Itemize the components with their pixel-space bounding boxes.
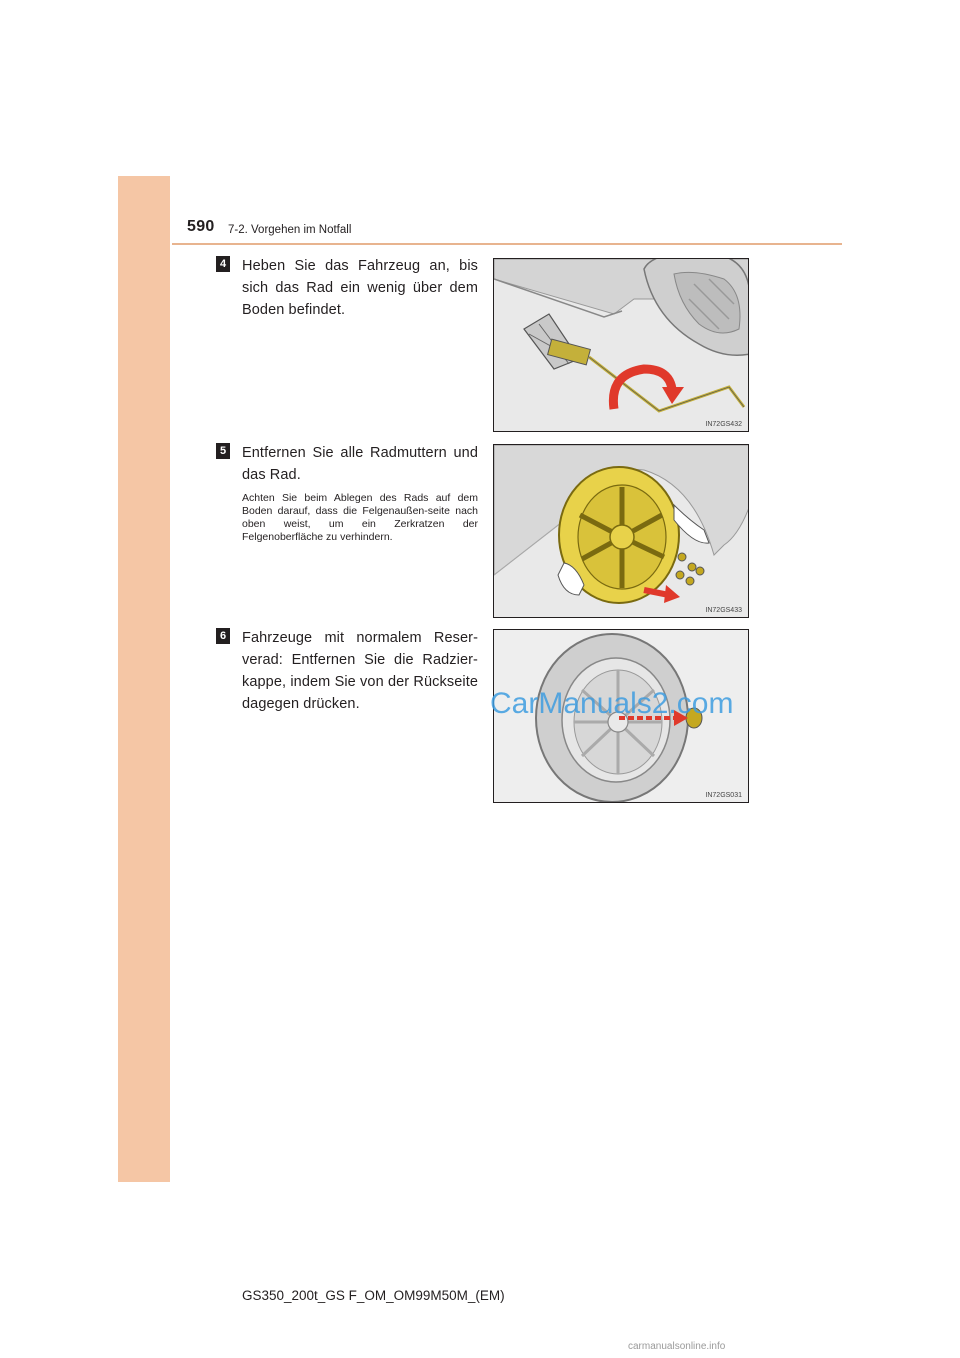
step-5-text: Entfernen Sie alle Radmuttern und das Rad. bbox=[242, 445, 478, 483]
step-4-text: Heben Sie das Fahrzeug an, bis sich das Rad ein wenig über dem Boden befindet. bbox=[242, 258, 478, 318]
figure-code: IN72GS031 bbox=[705, 792, 742, 799]
step-6-badge: 6 bbox=[216, 628, 230, 644]
step-5-badge: 5 bbox=[216, 443, 230, 459]
section-title: 7-2. Vorgehen im Notfall bbox=[228, 224, 352, 236]
step-4-badge: 4 bbox=[216, 256, 230, 272]
chapter-side-tab bbox=[118, 176, 170, 1182]
page-number: 590 bbox=[187, 218, 215, 235]
figure-wheel-removal bbox=[493, 444, 749, 618]
header-rule bbox=[172, 243, 842, 245]
figure-jack-raising bbox=[493, 258, 749, 432]
figure-code: IN72GS432 bbox=[705, 421, 742, 428]
step-6-text: Fahrzeuge mit normalem Reser-verad: Entfernen Sie die Radzier-kappe, indem Sie von der Rückseite dagegen drücken. bbox=[242, 630, 478, 712]
footer-document-code: GS350_200t_GS F_OM_OM99M50M_(EM) bbox=[242, 1288, 505, 1303]
step-5-note: Achten Sie beim Ablegen des Rads auf dem Boden darauf, dass die Felgenaußen-seite nach oben weist, um ein Zerkratzen der Felgenoberfläche zu verhindern. bbox=[242, 492, 478, 543]
footer-site: carmanualsonline.info bbox=[628, 1341, 726, 1352]
watermark: CarManuals2.com bbox=[490, 687, 734, 720]
figure-code: IN72GS433 bbox=[705, 607, 742, 614]
